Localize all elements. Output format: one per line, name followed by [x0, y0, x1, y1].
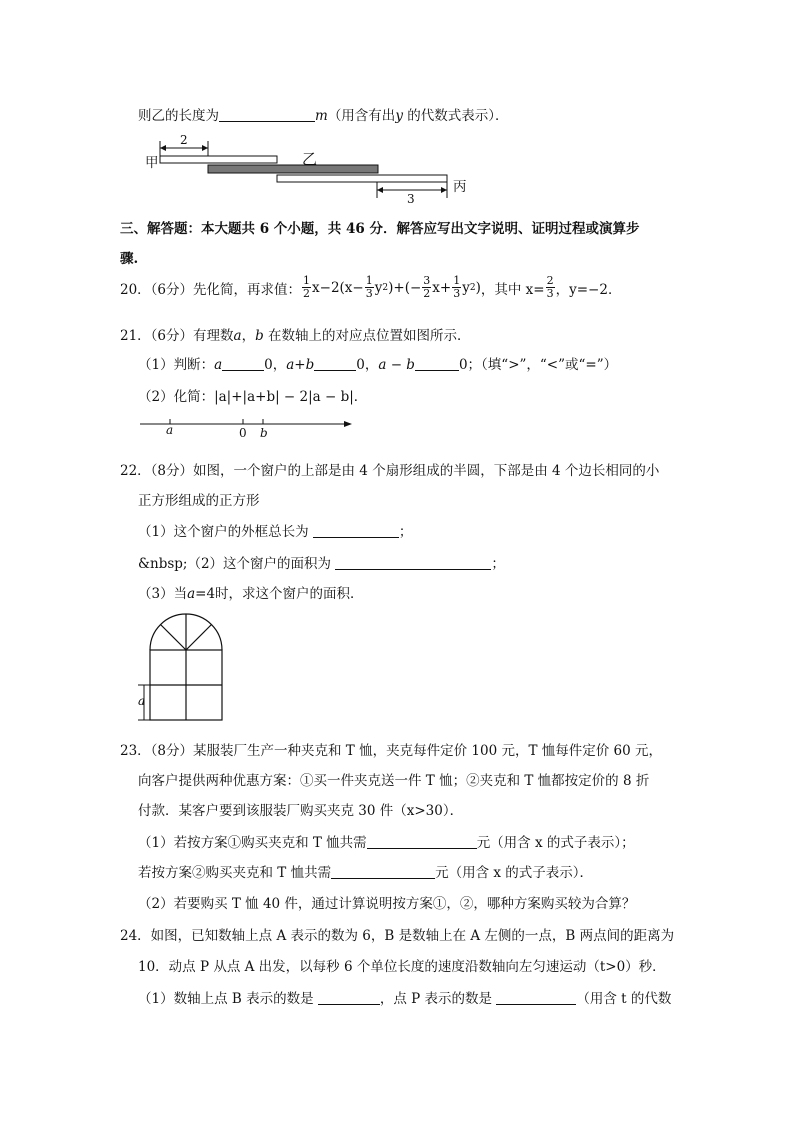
question-23: 23．（8分）某服装厂生产一种夹克和 T 恤，夹克每件定价 100 元，T 恤每件定价 60 元， — [120, 743, 663, 759]
axis-label-b: b — [260, 426, 268, 440]
fill-in-line: 则乙的长度为 m（用含有出y 的代数式表示）． — [138, 108, 509, 124]
q21-part2: （2）化简：|a|+|a+b| − 2|a − b|． — [138, 389, 368, 405]
answer-blank[interactable] — [496, 992, 576, 1005]
q23-part1a: （1）若按方案①购买夹克和 T 恤共需 元（用含 x 的式子表示）； — [138, 835, 635, 851]
q22-part1: （1）这个窗户的外框总长为 ； — [138, 524, 413, 540]
question-21: 21．（6分）有理数a，b 在数轴上的对应点位置如图所示． — [120, 328, 471, 344]
answer-blank[interactable] — [331, 866, 435, 879]
q22-part3: （3）当a=4时，求这个窗户的面积． — [138, 586, 364, 602]
dim-left: 2 — [180, 133, 188, 147]
label-jia: 甲 — [145, 155, 159, 171]
q21-part1: （1）判断：a 0，a+b 0，a − b 0；（填“>”，“<”或“=”） — [138, 357, 618, 373]
question-23-cont: 向客户提供两种优惠方案：①买一件夹克送一件 T 恤；②夹克和 T 恤都按定价的 8 折 — [138, 773, 650, 789]
question-24-cont: 10．动点 P 从点 A 出发，以每秒 6 个单位长度的速度沿数轴向左匀速运动（t>0）秒． — [138, 959, 666, 975]
question-20: 20．（6分）先化简，再求值： $\frac{1}{2}$ x−2(x− $\frac{1}{3}$ y 2 )+(− $\frac{3}{2}$ x+ $\frac{1}{3}$ y 2 ) ，其中 x= $\frac{2}{3}$ ，y=−2． — [120, 274, 622, 300]
axis-label-a: a — [166, 423, 174, 437]
label-yi: 乙 — [302, 150, 318, 168]
section-heading-cont: 骤. — [120, 251, 139, 267]
q22-part2: &nbsp;（2）这个窗户的面积为 ； — [138, 556, 505, 572]
question-22-cont: 正方形组成的正方形 — [138, 493, 260, 509]
answer-blank[interactable] — [367, 836, 477, 849]
window-dim-label: a — [138, 694, 146, 708]
question-22: 22．（8分）如图，一个窗户的上部是由 4 个扇形组成的半圆，下部是由 4 个边长相同的小 — [120, 463, 660, 479]
answer-blank[interactable] — [318, 992, 380, 1005]
section-heading: 三、解答题：本大题共 6 个小题，共 46 分．解答应写出文字说明、证明过程或演算步 — [120, 221, 640, 237]
question-24: 24．如图，已知数轴上点 A 表示的数为 6，B 是数轴上在 A 左侧的一点，B 两点间的距离为 — [120, 928, 675, 944]
question-23-cont2: 付款．某客户要到该服装厂购买夹克 30 件（x>30）． — [138, 803, 464, 819]
q23-part1b: 若按方案②购买夹克和 T 恤共需 元（用含 x 的式子表示）． — [138, 865, 594, 881]
label-bing: 丙 — [453, 179, 467, 195]
dim-right: 3 — [407, 192, 415, 206]
axis-label-zero: 0 — [239, 426, 247, 440]
q23-part2: （2）若要购买 T 恤 40 件，通过计算说明按方案①，②，哪种方案购买较为合算？ — [138, 896, 636, 912]
q24-part1: （1）数轴上点 B 表示的数是 ，点 P 表示的数是 （用含 t 的代数 — [138, 991, 672, 1007]
